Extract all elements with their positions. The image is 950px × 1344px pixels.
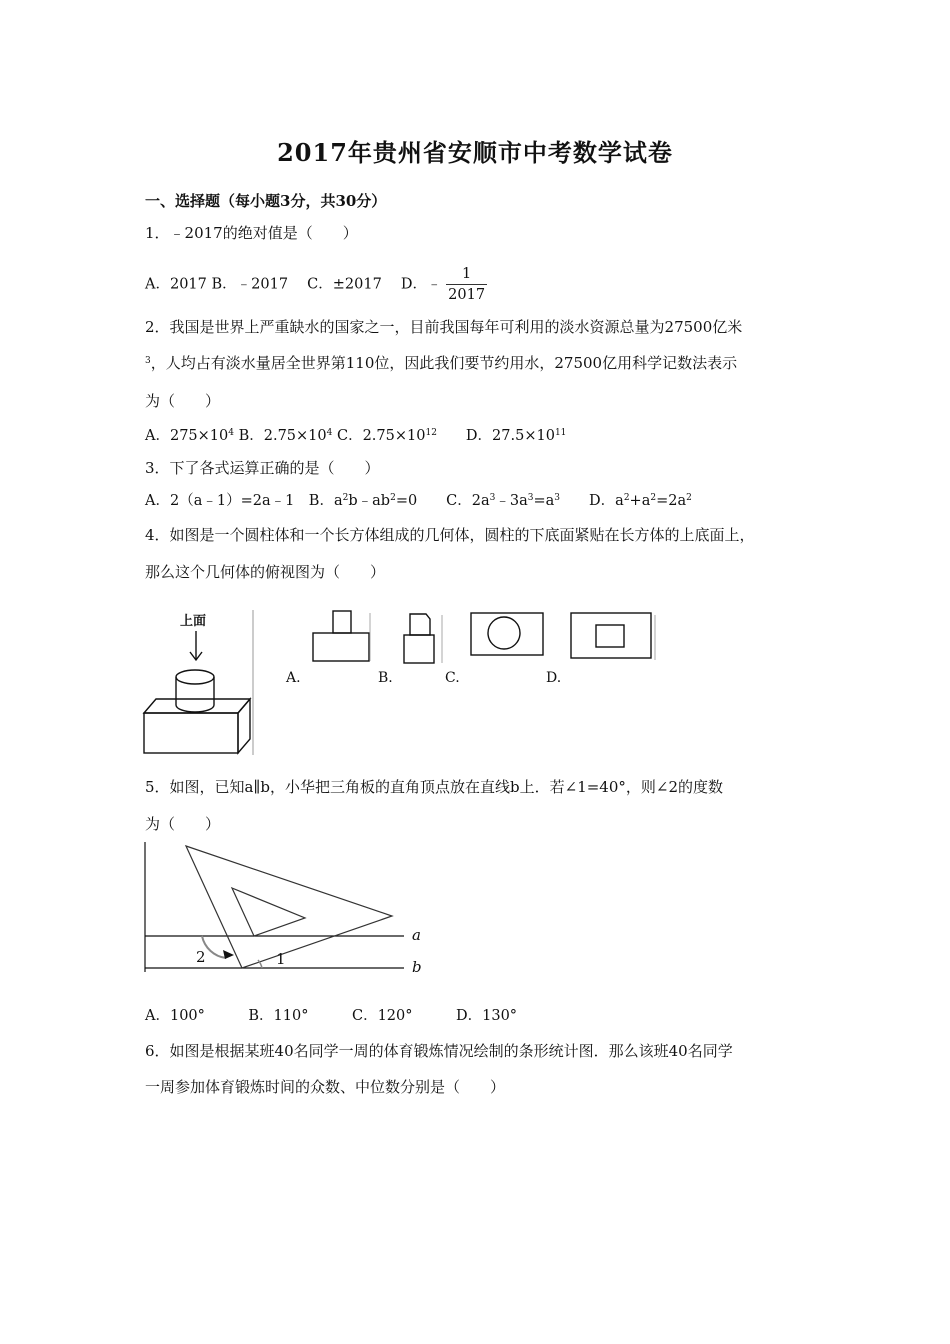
question-2-line1: 2．我国是世界上严重缺水的国家之一，目前我国每年可利用的淡水资源总量为27500亿米 bbox=[145, 318, 743, 336]
question-4-line1: 4．如图是一个圆柱体和一个长方体组成的几何体，圆柱的下底面紧贴在长方体的上底面上， bbox=[145, 526, 755, 544]
exponent: 12 bbox=[425, 428, 437, 438]
option-d-figure bbox=[571, 613, 655, 660]
option-c-mid: ﹣3a bbox=[495, 493, 528, 509]
set-square-outer bbox=[186, 846, 392, 968]
angle-2-label: 2 bbox=[196, 948, 206, 966]
option-b-tail: =0 C．2a bbox=[395, 493, 490, 509]
section-heading: 一、选择题（每小题3分，共30分） bbox=[145, 192, 387, 210]
question-2-options bbox=[145, 424, 566, 445]
option-b-top bbox=[410, 614, 430, 635]
question-5-line1: 5．如图，已知a∥b，小华把三角板的直角顶点放在直线b上．若∠1=40°，则∠2的度数 bbox=[145, 778, 724, 796]
question-1-options-text: A．2017 B．﹣2017 C．±2017 D．﹣ bbox=[145, 276, 442, 293]
top-view-label: 上面 bbox=[180, 614, 207, 629]
option-c-circle bbox=[488, 617, 520, 649]
option-d-inner-rect bbox=[596, 625, 624, 647]
exponent: 3 bbox=[489, 493, 496, 503]
exponent: 2 bbox=[650, 493, 657, 503]
option-d-mid: +a bbox=[629, 493, 651, 509]
line-b-label: b bbox=[412, 958, 422, 976]
question-5-figure bbox=[140, 838, 440, 980]
question-4-figure bbox=[140, 605, 660, 760]
exponent: 11 bbox=[554, 428, 567, 438]
superscript: 3 bbox=[145, 356, 151, 366]
fraction-numerator: 1 bbox=[446, 264, 487, 285]
exponent: 2 bbox=[623, 493, 630, 503]
option-a-top-rect bbox=[333, 611, 351, 633]
angle-1-label: 1 bbox=[276, 950, 286, 968]
exponent: 4 bbox=[228, 428, 234, 438]
question-5-line2: 为（ ） bbox=[145, 815, 221, 833]
option-c-figure bbox=[471, 613, 543, 655]
question-3-options bbox=[145, 489, 692, 510]
page-title: 2017年贵州省安顺市中考数学试卷 bbox=[277, 138, 673, 167]
exponent: 3 bbox=[527, 493, 534, 503]
cuboid-front bbox=[144, 713, 238, 753]
question-2-line2 bbox=[145, 352, 737, 373]
option-a: A．2（a﹣1）=2a﹣1 B．a bbox=[145, 493, 343, 509]
set-square-inner bbox=[232, 888, 305, 936]
exponent: 2 bbox=[342, 493, 349, 503]
exponent: 3 bbox=[554, 493, 561, 503]
line-a-label: a bbox=[412, 926, 421, 944]
option-b-figure bbox=[404, 614, 442, 663]
fraction bbox=[446, 264, 487, 305]
question-1-stem: 1．﹣2017的绝对值是（ ） bbox=[145, 224, 358, 242]
question-1-options bbox=[145, 264, 487, 305]
cylinder-bottom bbox=[176, 705, 214, 712]
question-2-line2-text: ，人均占有淡水量居全世界第110位，因此我们要节约用水，27500亿用科学记数法表示 bbox=[150, 354, 738, 372]
option-a-figure bbox=[313, 611, 370, 661]
exponent: 4 bbox=[326, 428, 333, 438]
option-a-label: A. bbox=[286, 670, 301, 686]
question-5-options: A．100° B．110° C．120° D．130° bbox=[145, 1008, 518, 1024]
question-3-stem: 3．下了各式运算正确的是（ ） bbox=[145, 459, 380, 477]
exponent: 2 bbox=[686, 493, 692, 503]
exponent: 2 bbox=[390, 493, 396, 503]
option-d-label: D. bbox=[546, 670, 562, 686]
option-c: C．2.75×10 bbox=[332, 428, 426, 444]
geometric-solid-figure bbox=[144, 613, 250, 753]
option-d-outer-rect bbox=[571, 613, 651, 658]
option-b: B．2.75×10 bbox=[233, 428, 327, 444]
option-c-label: C. bbox=[445, 670, 460, 686]
question-2-line3: 为（ ） bbox=[145, 392, 221, 410]
option-a: A．275×10 bbox=[145, 428, 229, 444]
cuboid-side bbox=[238, 699, 250, 753]
angle-2-arc bbox=[202, 936, 226, 958]
option-a-bottom-rect bbox=[313, 633, 369, 661]
cylinder-top bbox=[176, 670, 214, 684]
question-4-line2: 那么这个几何体的俯视图为（ ） bbox=[145, 563, 386, 581]
option-d: D．a bbox=[560, 493, 624, 509]
question-6-line2: 一周参加体育锻炼时间的众数、中位数分别是（ ） bbox=[145, 1078, 506, 1096]
fraction-denominator: 2017 bbox=[448, 287, 486, 303]
question-6-line1: 6．如图是根据某班40名同学一周的体育锻炼情况绘制的条形统计图．那么该班40名同学 bbox=[145, 1042, 733, 1060]
option-b-bottom bbox=[404, 635, 434, 663]
cuboid-top bbox=[144, 699, 250, 713]
option-d: D．27.5×10 bbox=[436, 428, 555, 444]
option-b-mid: b﹣ab bbox=[348, 493, 391, 509]
option-d-mid2: =2a bbox=[656, 493, 687, 509]
option-b-label: B. bbox=[378, 670, 393, 686]
option-c-mid2: =a bbox=[533, 493, 555, 509]
